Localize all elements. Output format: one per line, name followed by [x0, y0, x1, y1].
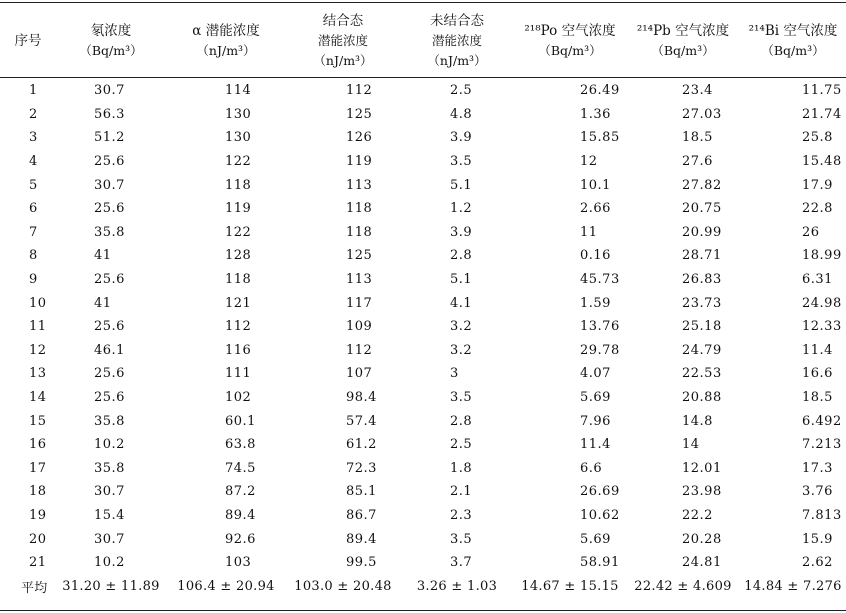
value-cell-unattached-potential: 5.1 [450, 177, 473, 193]
value-cell-unattached-potential: 2.3 [450, 507, 473, 523]
value-cell-alpha-potential: 114 [225, 83, 252, 99]
row-index-cell: 12 [29, 342, 47, 358]
value-cell-bi214: 11.75 [802, 83, 842, 99]
table-bottom-rule [0, 610, 846, 611]
table-row [0, 315, 846, 339]
value-cell-attached-potential: 72.3 [346, 460, 377, 476]
column-header-line: 序号 [14, 32, 42, 49]
value-cell-alpha-potential: 118 [225, 177, 252, 193]
value-cell-radon: 15.4 [94, 507, 125, 523]
value-cell-radon: 25.6 [94, 390, 125, 406]
value-cell-po218: 12 [580, 154, 598, 170]
value-cell-po218: 26.69 [580, 484, 620, 500]
value-cell-attached-potential: 109 [346, 319, 373, 335]
value-cell-pb214: 28.71 [682, 248, 722, 264]
column-header-line: （Bq/m³） [538, 42, 602, 58]
value-cell-alpha-potential: 116 [225, 342, 252, 358]
value-cell-unattached-potential: 3.9 [450, 224, 473, 240]
value-cell-alpha-potential: 92.6 [225, 531, 256, 547]
row-index-cell: 4 [29, 154, 38, 170]
value-cell-po218: 1.59 [580, 295, 611, 311]
value-cell-attached-potential: 117 [346, 295, 373, 311]
header-row [0, 4, 846, 77]
value-cell-po218: 58.91 [580, 555, 620, 571]
column-header-line: ²¹⁴Bi 空气浓度 [748, 22, 838, 39]
value-cell-pb214: 27.82 [682, 177, 722, 193]
value-cell-pb214: 23.4 [682, 83, 713, 99]
value-cell-po218: 45.73 [580, 272, 620, 288]
value-cell-unattached-potential: 2.1 [450, 484, 473, 500]
value-cell-pb214: 24.79 [682, 342, 722, 358]
row-index-cell: 17 [29, 460, 47, 476]
table-row [0, 504, 846, 528]
value-cell-bi214: 24.98 [802, 295, 842, 311]
value-cell-unattached-potential: 3.2 [450, 319, 473, 335]
value-cell-attached-potential: 57.4 [346, 413, 377, 429]
average-value-bi214: 14.84 ± 7.276 [744, 578, 842, 594]
value-cell-attached-potential: 118 [346, 201, 373, 217]
row-index-cell: 9 [29, 272, 38, 288]
value-cell-bi214: 17.9 [802, 177, 833, 193]
value-cell-radon: 41 [94, 295, 112, 311]
table-row [0, 551, 846, 575]
value-cell-pb214: 22.2 [682, 507, 713, 523]
value-cell-po218: 11 [580, 224, 598, 240]
value-cell-unattached-potential: 4.1 [450, 295, 473, 311]
value-cell-po218: 10.1 [580, 177, 611, 193]
average-value-alpha-potential: 106.4 ± 20.94 [177, 578, 275, 594]
value-cell-pb214: 27.03 [682, 106, 722, 122]
value-cell-attached-potential: 61.2 [346, 437, 377, 453]
average-label: 平均 [21, 580, 48, 596]
value-cell-po218: 5.69 [580, 390, 611, 406]
value-cell-attached-potential: 126 [346, 130, 373, 146]
radon-concentration-table [0, 4, 846, 598]
value-cell-attached-potential: 125 [346, 106, 373, 122]
value-cell-alpha-potential: 122 [225, 154, 252, 170]
value-cell-unattached-potential: 1.2 [450, 201, 473, 217]
value-cell-radon: 35.8 [94, 460, 125, 476]
column-header-line: α 潜能浓度 [192, 22, 260, 39]
column-header-line: （nJ/m³） [427, 52, 487, 68]
value-cell-unattached-potential: 4.8 [450, 106, 473, 122]
value-cell-attached-potential: 118 [346, 224, 373, 240]
value-cell-unattached-potential: 3.5 [450, 390, 473, 406]
value-cell-pb214: 14 [682, 437, 700, 453]
table-row [0, 409, 846, 433]
column-header-radon [56, 4, 166, 77]
column-header-line: （Bq/m³） [651, 42, 715, 58]
value-cell-radon: 25.6 [94, 366, 125, 382]
value-cell-radon: 30.7 [94, 83, 125, 99]
value-cell-unattached-potential: 1.8 [450, 460, 473, 476]
table-row [0, 77, 846, 103]
value-cell-radon: 30.7 [94, 531, 125, 547]
table-row [0, 126, 846, 150]
column-header-index [0, 4, 56, 77]
value-cell-pb214: 20.28 [682, 531, 722, 547]
value-cell-attached-potential: 107 [346, 366, 373, 382]
value-cell-attached-potential: 113 [346, 177, 373, 193]
value-cell-unattached-potential: 3.2 [450, 342, 473, 358]
value-cell-attached-potential: 98.4 [346, 390, 377, 406]
value-cell-radon: 25.6 [94, 272, 125, 288]
value-cell-attached-potential: 85.1 [346, 484, 377, 500]
value-cell-po218: 2.66 [580, 201, 611, 217]
row-index-cell: 14 [29, 390, 47, 406]
row-index-cell: 16 [29, 437, 47, 453]
value-cell-pb214: 27.6 [682, 154, 713, 170]
row-index-cell: 3 [29, 130, 38, 146]
value-cell-attached-potential: 112 [346, 342, 373, 358]
row-index-cell: 10 [29, 295, 47, 311]
value-cell-alpha-potential: 119 [225, 201, 252, 217]
value-cell-po218: 13.76 [580, 319, 620, 335]
table-row [0, 173, 846, 197]
value-cell-po218: 11.4 [580, 437, 611, 453]
value-cell-bi214: 17.3 [802, 460, 833, 476]
value-cell-pb214: 22.53 [682, 366, 722, 382]
value-cell-bi214: 18.99 [802, 248, 842, 264]
average-value-unattached-potential: 3.26 ± 1.03 [416, 578, 498, 594]
value-cell-po218: 1.36 [580, 106, 611, 122]
value-cell-radon: 35.8 [94, 224, 125, 240]
column-header-line: 潜能浓度 [317, 32, 368, 48]
value-cell-po218: 7.96 [580, 413, 611, 429]
value-cell-radon: 41 [94, 248, 112, 264]
value-cell-bi214: 15.9 [802, 531, 833, 547]
value-cell-po218: 29.78 [580, 342, 620, 358]
value-cell-alpha-potential: 102 [225, 390, 252, 406]
table-top-rule [0, 2, 846, 3]
value-cell-unattached-potential: 2.5 [450, 437, 473, 453]
value-cell-pb214: 20.88 [682, 390, 722, 406]
value-cell-po218: 4.07 [580, 366, 611, 382]
value-cell-attached-potential: 112 [346, 83, 373, 99]
column-header-line: ²¹⁸Po 空气浓度 [524, 22, 616, 39]
value-cell-pb214: 23.73 [682, 295, 722, 311]
column-header-pb214 [626, 4, 740, 77]
value-cell-unattached-potential: 2.8 [450, 248, 473, 264]
value-cell-bi214: 21.74 [802, 106, 842, 122]
table-row [0, 244, 846, 268]
value-cell-bi214: 18.5 [802, 390, 833, 406]
column-header-line: 未结合态 [430, 12, 484, 29]
value-cell-bi214: 7.813 [802, 507, 842, 523]
value-cell-pb214: 18.5 [682, 130, 713, 146]
value-cell-pb214: 25.18 [682, 319, 722, 335]
average-row [0, 574, 846, 598]
value-cell-bi214: 15.48 [802, 154, 842, 170]
value-cell-alpha-potential: 118 [225, 272, 252, 288]
value-cell-alpha-potential: 103 [225, 555, 252, 571]
value-cell-bi214: 6.492 [802, 413, 842, 429]
column-header-line: （nJ/m³） [313, 52, 373, 68]
row-index-cell: 7 [29, 224, 38, 240]
value-cell-alpha-potential: 128 [225, 248, 252, 264]
value-cell-alpha-potential: 130 [225, 106, 252, 122]
value-cell-radon: 25.6 [94, 154, 125, 170]
value-cell-po218: 26.49 [580, 83, 620, 99]
value-cell-radon: 25.6 [94, 201, 125, 217]
value-cell-bi214: 22.8 [802, 201, 833, 217]
table-row [0, 221, 846, 245]
column-header-line: （nJ/m³） [196, 42, 256, 58]
column-header-attached-potential [286, 4, 400, 77]
table-row [0, 339, 846, 363]
value-cell-pb214: 20.99 [682, 224, 722, 240]
value-cell-alpha-potential: 122 [225, 224, 252, 240]
value-cell-alpha-potential: 60.1 [225, 413, 256, 429]
column-header-line: 结合态 [322, 12, 364, 29]
row-index-cell: 18 [29, 484, 47, 500]
value-cell-pb214: 20.75 [682, 201, 722, 217]
column-header-bi214 [740, 4, 846, 77]
value-cell-pb214: 26.83 [682, 272, 722, 288]
value-cell-unattached-potential: 2.5 [450, 83, 473, 99]
value-cell-bi214: 3.76 [802, 484, 833, 500]
value-cell-unattached-potential: 2.8 [450, 413, 473, 429]
value-cell-pb214: 12.01 [682, 460, 722, 476]
value-cell-attached-potential: 113 [346, 272, 373, 288]
column-header-alpha-potential [166, 4, 286, 77]
value-cell-alpha-potential: 130 [225, 130, 252, 146]
value-cell-po218: 6.6 [580, 460, 603, 476]
table-row [0, 150, 846, 174]
table-row [0, 386, 846, 410]
value-cell-po218: 0.16 [580, 248, 611, 264]
table-row [0, 527, 846, 551]
value-cell-po218: 10.62 [580, 507, 620, 523]
value-cell-radon: 10.2 [94, 437, 125, 453]
row-index-cell: 1 [29, 83, 38, 99]
value-cell-unattached-potential: 3.5 [450, 531, 473, 547]
column-header-line: （Bq/m³） [79, 42, 143, 58]
average-value-po218: 14.67 ± 15.15 [521, 578, 619, 594]
value-cell-attached-potential: 86.7 [346, 507, 377, 523]
value-cell-bi214: 2.62 [802, 555, 833, 571]
row-index-cell: 8 [29, 248, 38, 264]
value-cell-radon: 56.3 [94, 106, 125, 122]
value-cell-attached-potential: 119 [346, 154, 373, 170]
row-index-cell: 5 [29, 177, 38, 193]
row-index-cell: 21 [29, 555, 47, 571]
value-cell-alpha-potential: 112 [225, 319, 252, 335]
column-header-unattached-potential [400, 4, 514, 77]
value-cell-pb214: 23.98 [682, 484, 722, 500]
value-cell-radon: 51.2 [94, 130, 125, 146]
value-cell-unattached-potential: 3.9 [450, 130, 473, 146]
column-header-po218 [514, 4, 626, 77]
value-cell-unattached-potential: 3 [450, 366, 459, 382]
value-cell-attached-potential: 125 [346, 248, 373, 264]
column-header-line: （Bq/m³） [761, 42, 825, 58]
value-cell-radon: 35.8 [94, 413, 125, 429]
average-value-radon: 31.20 ± 11.89 [62, 578, 160, 594]
row-index-cell: 13 [29, 366, 47, 382]
row-index-cell: 15 [29, 413, 47, 429]
value-cell-alpha-potential: 111 [225, 366, 252, 382]
row-index-cell: 20 [29, 531, 47, 547]
average-value-attached-potential: 103.0 ± 20.48 [294, 578, 392, 594]
row-index-cell: 2 [29, 106, 38, 122]
table-row [0, 291, 846, 315]
value-cell-po218: 5.69 [580, 531, 611, 547]
row-index-cell: 11 [29, 319, 47, 335]
value-cell-alpha-potential: 74.5 [225, 460, 256, 476]
value-cell-alpha-potential: 121 [225, 295, 252, 311]
value-cell-alpha-potential: 63.8 [225, 437, 256, 453]
table-row [0, 268, 846, 292]
column-header-line: 潜能浓度 [431, 32, 482, 48]
value-cell-bi214: 25.8 [802, 130, 833, 146]
column-header-line: ²¹⁴Pb 空气浓度 [636, 22, 730, 39]
value-cell-bi214: 11.4 [802, 342, 833, 358]
table-body [0, 77, 846, 598]
table-row [0, 197, 846, 221]
value-cell-bi214: 12.33 [802, 319, 842, 335]
value-cell-unattached-potential: 3.7 [450, 555, 473, 571]
value-cell-unattached-potential: 5.1 [450, 272, 473, 288]
value-cell-radon: 25.6 [94, 319, 125, 335]
value-cell-attached-potential: 99.5 [346, 555, 377, 571]
value-cell-po218: 15.85 [580, 130, 620, 146]
table-row [0, 103, 846, 127]
value-cell-radon: 30.7 [94, 484, 125, 500]
value-cell-bi214: 7.213 [802, 437, 842, 453]
value-cell-bi214: 16.6 [802, 366, 833, 382]
row-index-cell: 6 [29, 201, 38, 217]
value-cell-radon: 10.2 [94, 555, 125, 571]
value-cell-pb214: 14.8 [682, 413, 713, 429]
table-row [0, 457, 846, 481]
table-row [0, 433, 846, 457]
table-row [0, 362, 846, 386]
value-cell-alpha-potential: 87.2 [225, 484, 256, 500]
table-row [0, 480, 846, 504]
value-cell-bi214: 26 [802, 224, 820, 240]
value-cell-radon: 46.1 [94, 342, 125, 358]
value-cell-unattached-potential: 3.5 [450, 154, 473, 170]
row-index-cell: 19 [29, 507, 47, 523]
average-value-pb214: 22.42 ± 4.609 [634, 578, 732, 594]
value-cell-alpha-potential: 89.4 [225, 507, 256, 523]
value-cell-bi214: 6.31 [802, 272, 833, 288]
value-cell-radon: 30.7 [94, 177, 125, 193]
value-cell-attached-potential: 89.4 [346, 531, 377, 547]
value-cell-pb214: 24.81 [682, 555, 722, 571]
column-header-line: 氡浓度 [90, 22, 132, 39]
